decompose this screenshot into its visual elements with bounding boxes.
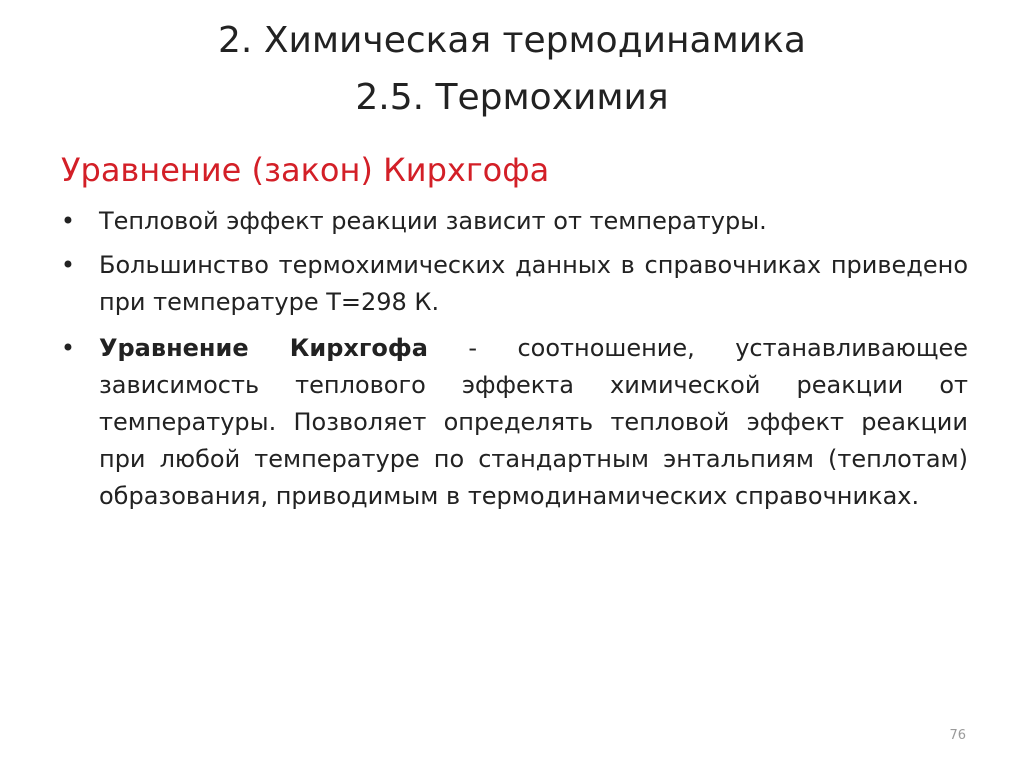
bullet-icon: • xyxy=(60,251,76,279)
bullet-item xyxy=(56,247,968,321)
bullet-icon: • xyxy=(60,207,76,235)
bullet-text: - соотношение, устанавливающее зависимость теплового эффекта химической реакции от температуры. Позволяет определять тепловой эффект реакции при любой температуре по стандартным энтальпиям (теплотам) образования, приводимым в термодинамических справочниках. xyxy=(99,334,968,510)
bullet-text: Тепловой эффект реакции зависит от температуры. xyxy=(99,207,767,235)
bullet-text: Большинство термохимических данных в справочниках приведено при температуре Т=298 К. xyxy=(99,251,968,316)
bullet-term: Уравнение Кирхгофа xyxy=(99,334,428,362)
bullet-item xyxy=(56,330,968,515)
title-line-1: 2. Химическая термодинамика xyxy=(218,20,806,61)
bullet-item xyxy=(56,203,968,240)
bullet-icon: • xyxy=(60,334,76,362)
slide-title xyxy=(0,12,1024,126)
bullet-list xyxy=(56,203,968,524)
title-line-2: 2.5. Термохимия xyxy=(355,77,669,118)
section-heading: Уравнение (закон) Кирхгофа xyxy=(61,151,550,189)
page-number: 76 xyxy=(949,728,966,743)
